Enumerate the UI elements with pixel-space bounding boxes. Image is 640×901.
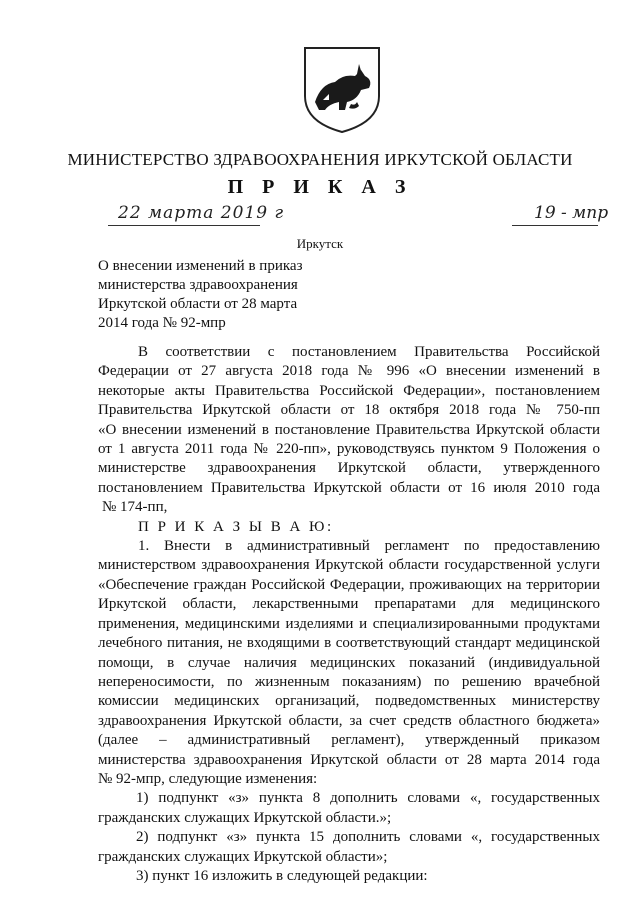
body-line: министерством здравоохранения Иркутской области государственной услуги (98, 557, 600, 574)
body-line: № 174-пп, (102, 499, 168, 516)
body-line: лечебного питания, не входящими в соответствующий стандарт медицинской (98, 635, 600, 652)
ministry-name: МИНИСТЕРСТВО ЗДРАВООХРАНЕНИЯ ИРКУТСКОЙ ОБЛАСТИ (67, 150, 573, 169)
body-line: применения, медицинскими изделиями и специализированными продуктами (98, 615, 600, 632)
handwritten-order-number: 19 - мпр (534, 203, 609, 223)
body-line: постановлением Правительства Иркутской области от 16 июля 2010 года (98, 479, 600, 496)
body-line: 2) подпункт «з» пункта 15 дополнить словами «, государственных (136, 829, 600, 846)
subject-line: Иркутской области от 28 марта (98, 296, 298, 312)
body-line: министерства здравоохранения Иркутской области от 28 марта 2014 года (98, 751, 600, 768)
number-underline (512, 225, 598, 226)
body-line: «О внесении изменений в постановление Правительства Иркутской области (98, 421, 600, 438)
date-underline (108, 225, 260, 226)
coat-of-arms-emblem (299, 44, 385, 134)
body-line: комиссии медицинских организаций, подведомственных министерству (98, 693, 600, 710)
order-directive-word: П Р И К А З Ы В А Ю: (138, 518, 334, 535)
handwritten-date: 22 марта 2019 г (118, 203, 285, 223)
subject-line: 2014 года № 92-мпр (98, 315, 226, 331)
body-line: помощи, в случае наличия медицинских показаний (индивидуальной (98, 654, 600, 671)
order-body (98, 343, 600, 886)
body-line: 1. Внести в административный регламент по предоставлению (138, 538, 600, 555)
body-line: Федерации от 27 августа 2018 года № 996 «О внесении изменений в (98, 363, 600, 380)
body-line: министерстве здравоохранения Иркутской области, утвержденного (98, 460, 600, 477)
body-line: 3) пункт 16 изложить в следующей редакции: (136, 867, 428, 884)
body-line: 1) подпункт «з» пункта 8 дополнить словами «, государственных (136, 790, 600, 807)
body-line: здравоохранения Иркутской области, за счет средств областного бюджета» (98, 712, 600, 729)
body-line: Иркутской области, лекарственными препаратами для медицинского (98, 596, 600, 613)
body-line: от 1 августа 2011 года № 220-пп», руководствуясь пунктом 9 Положения о (98, 441, 600, 458)
body-line: (далее – административный регламент), утвержденный приказом (98, 732, 600, 749)
document-type-title: П Р И К А З (227, 176, 413, 198)
order-subject (98, 257, 338, 333)
body-line: Правительства Иркутской области от 18 октября 2018 года № 750-пп (98, 402, 600, 419)
body-line: «Обеспечение граждан Российской Федерации, проживающих на территории (98, 576, 600, 593)
city-name: Иркутск (296, 236, 344, 251)
body-line: В соответствии с постановлением Правительства Российской (138, 344, 600, 360)
subject-line: О внесении изменений в приказ (98, 258, 303, 274)
body-line: № 92-мпр, следующие изменения: (98, 770, 318, 787)
body-line: непереносимости, по жизненным показаниям) по решению врачебной (98, 673, 600, 690)
body-line: гражданских служащих Иркутской области»; (98, 848, 388, 865)
body-line: некоторые акты Правительства Российской Федерации», постановлением (98, 382, 600, 399)
subject-line: министерства здравоохранения (98, 277, 298, 293)
body-line: гражданских служащих Иркутской области.»; (98, 809, 392, 826)
